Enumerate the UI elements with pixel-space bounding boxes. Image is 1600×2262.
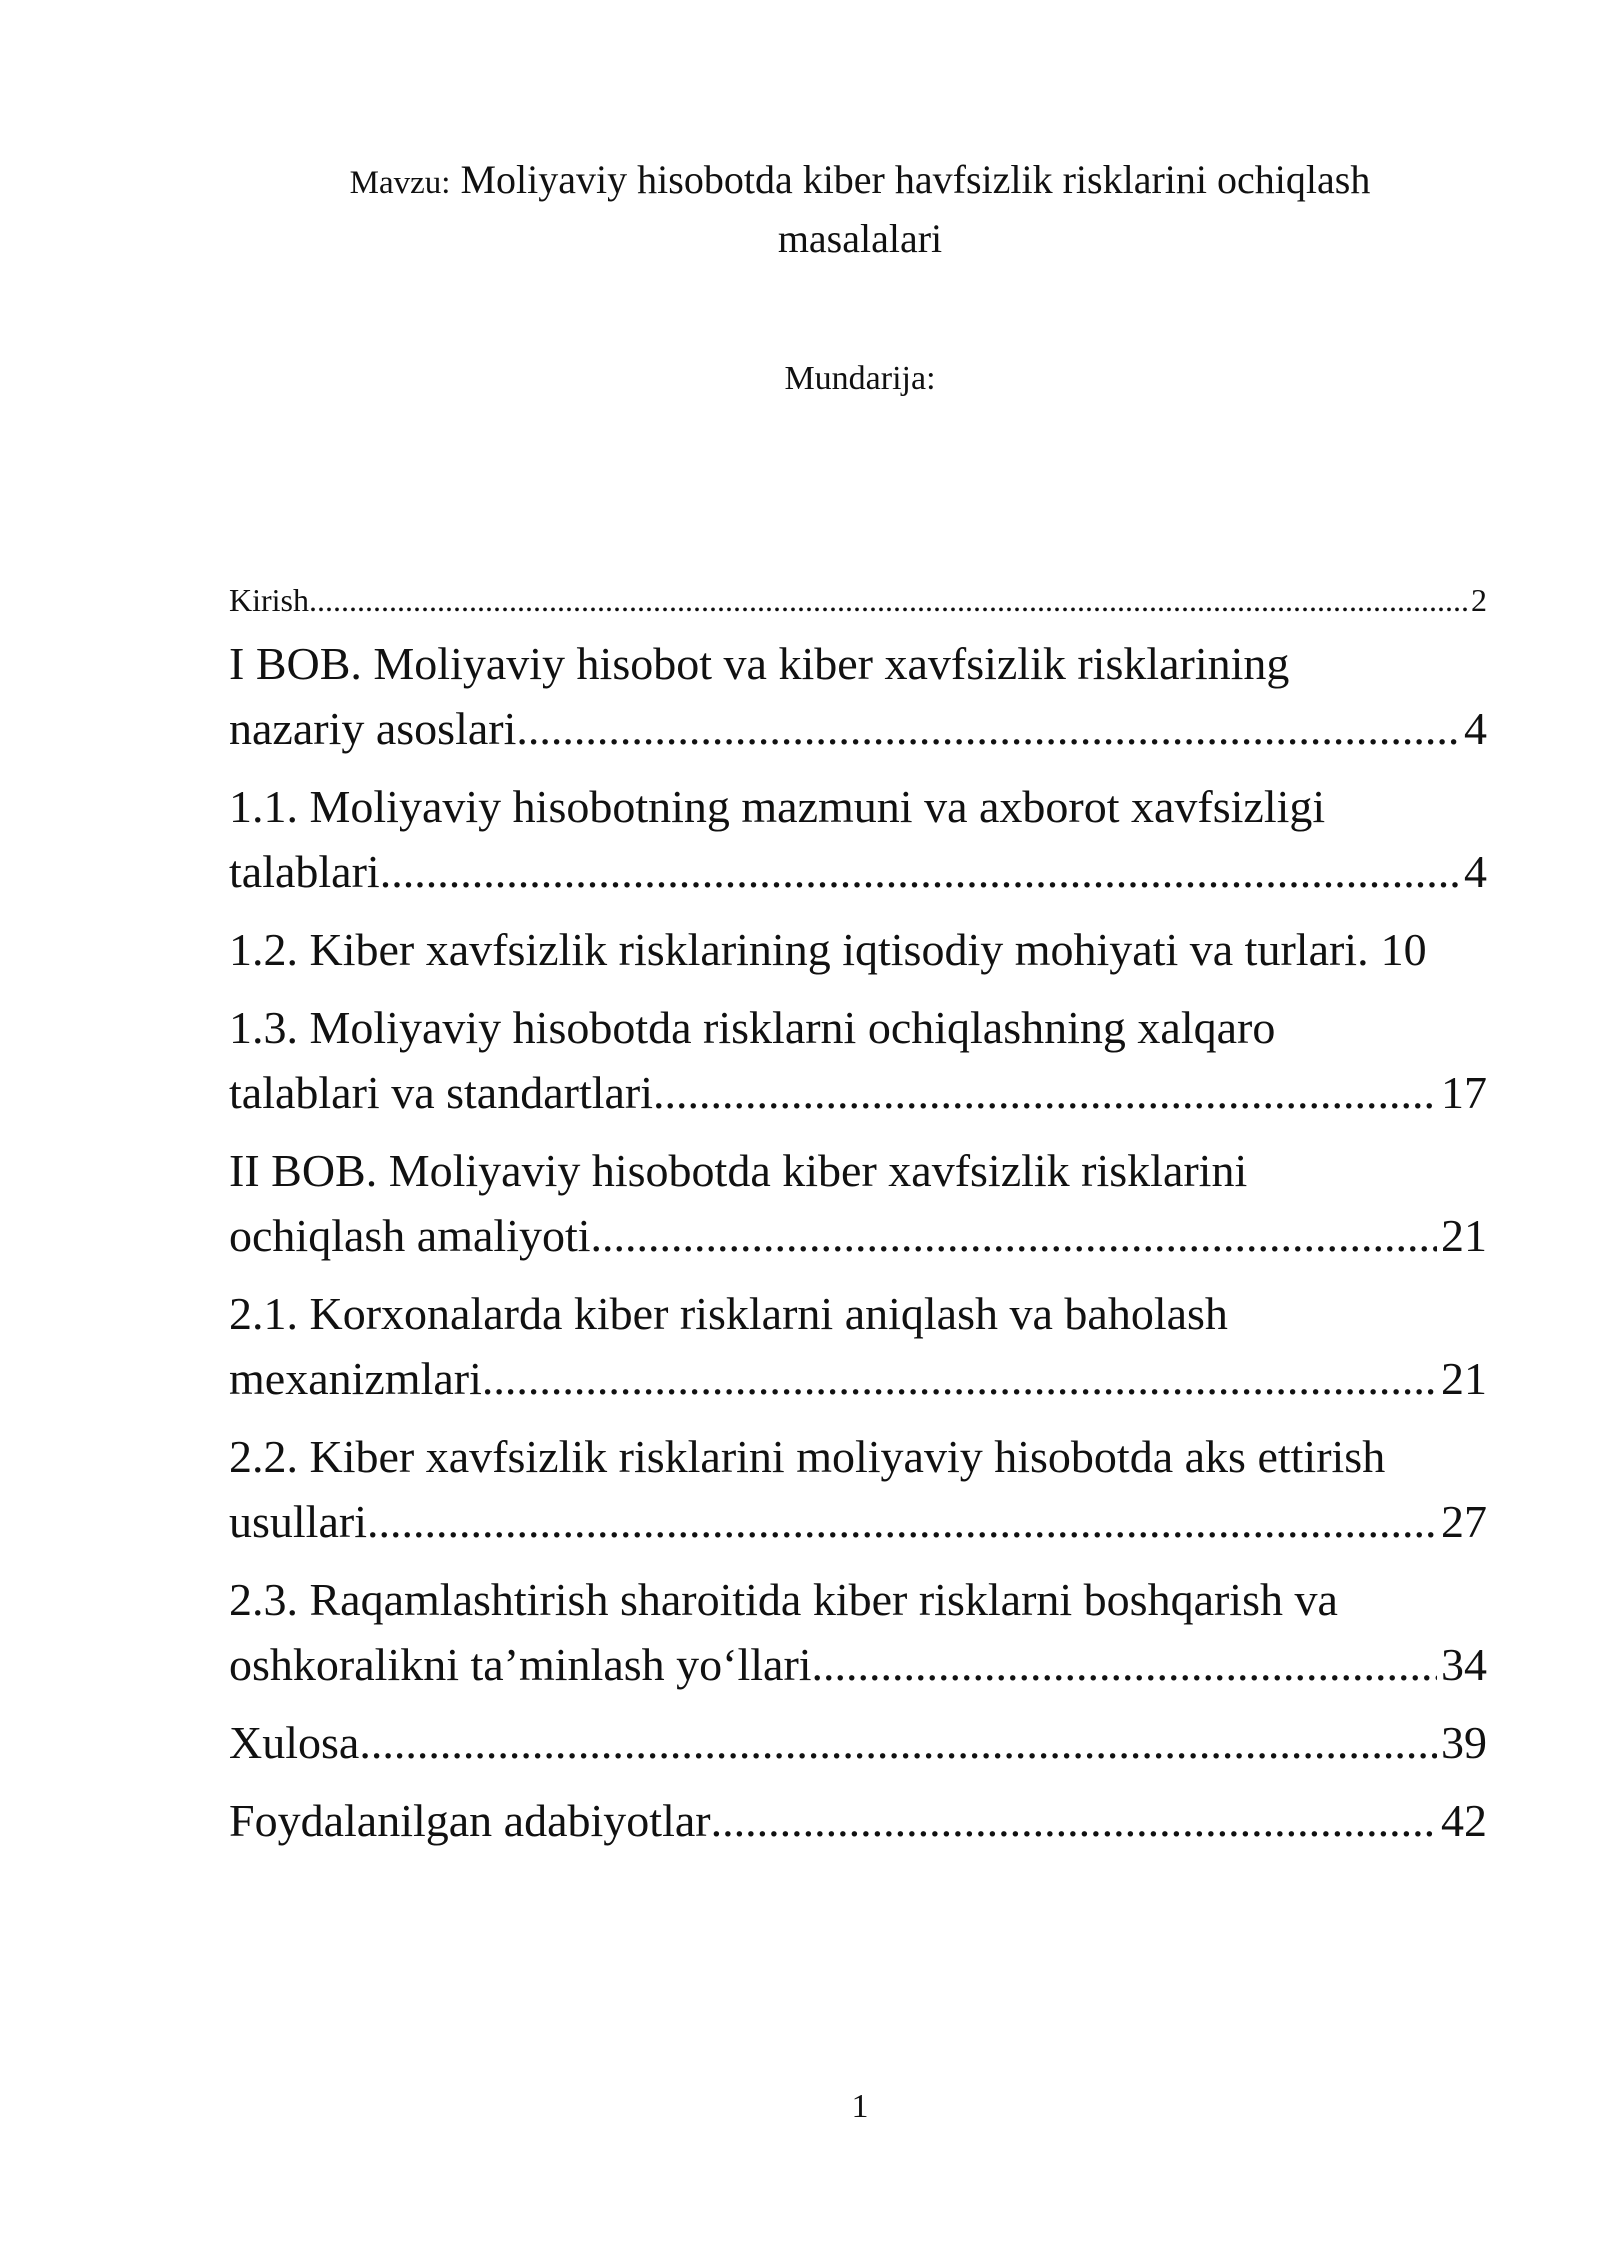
toc-leader-dots [653,1060,1437,1125]
toc-page-number: 39 [1441,1717,1487,1768]
toc-page-number: 42 [1441,1795,1487,1846]
toc-leader-dots [367,1489,1437,1554]
toc-page-number: 27 [1441,1496,1487,1547]
toc-leader-dots [812,1632,1437,1697]
toc-page-number: 21 [1441,1210,1487,1261]
toc-page-number: 4 [1464,703,1487,754]
toc-entry-text-line-1: 2.1. Korxonalarda kiber risklarni aniqlash va baholash [229,1288,1228,1339]
toc-leader-dots [482,1346,1437,1411]
toc-entry-1-1[interactable] [229,774,1487,904]
page-number: 1 [851,2088,869,2125]
toc-entry-text-line-1: 2.3. Raqamlashtirish sharoitida kiber risklarni boshqarish va [229,1574,1338,1625]
title-line-1: Moliyaviy hisobotda kiber havfsizlik risklarini ochiqlash [460,157,1371,202]
toc-leader-dots [711,1788,1437,1853]
toc-page-number: 34 [1441,1639,1487,1690]
toc-leader-dots [380,839,1460,904]
toc-entry-kirish[interactable] [229,580,1487,620]
toc-entry-text: mexanizmlari [229,1353,482,1404]
toc-page-number: 21 [1441,1353,1487,1404]
toc-leader-dots [359,1710,1437,1775]
toc-page-number: 10 [1380,924,1427,975]
toc-heading: Mundarija: [784,360,936,397]
toc-entry-2-1[interactable] [229,1281,1487,1411]
title-prefix: Mavzu: [349,165,451,201]
toc-entry-text: Kirish [229,582,309,618]
toc-entry-1-2[interactable] [229,917,1487,982]
toc-entry-chapter-1[interactable] [229,631,1487,761]
toc-page-number: 2 [1471,582,1487,618]
toc-entry-chapter-2[interactable] [229,1138,1487,1268]
toc-entry-text-line-1: 2.2. Kiber xavfsizlik risklarini moliyaviy hisobotda aks ettirish [229,1431,1386,1482]
toc-entry-text: nazariy asoslari [229,703,517,754]
toc-entry-text: 1.2. Kiber xavfsizlik risklarining iqtisodiy mohiyati va turlari. [229,924,1369,975]
toc-entry-text: talablari va standartlari [229,1067,654,1118]
toc-entry-text: talablari [229,846,380,897]
toc-leader-dots [591,1203,1437,1268]
toc-entry-1-3[interactable] [229,995,1487,1125]
document-title [250,152,1470,267]
toc-leader-dots [516,696,1460,761]
toc-entry-text: usullari [229,1496,367,1547]
toc-entry-adabiyotlar[interactable] [229,1788,1487,1853]
toc-entry-text: ochiqlash amaliyoti [229,1210,591,1261]
toc-entry-text: Foydalanilgan adabiyotlar [229,1795,711,1846]
title-line-2: masalalari [777,216,943,261]
toc-entry-2-2[interactable] [229,1424,1487,1554]
toc-entry-text-line-1: 1.1. Moliyaviy hisobotning mazmuni va axborot xavfsizligi [229,781,1326,832]
toc-page-number: 17 [1441,1067,1487,1118]
toc-entry-text-line-1: 1.3. Moliyaviy hisobotda risklarni ochiqlashning xalqaro [229,1002,1276,1053]
toc-entry-2-3[interactable] [229,1567,1487,1697]
toc-entry-xulosa[interactable] [229,1710,1487,1775]
table-of-contents [229,580,1487,1866]
toc-entry-text-line-1: I BOB. Moliyaviy hisobot va kiber xavfsizlik risklarining [229,638,1290,689]
toc-entry-text: Xulosa [229,1717,360,1768]
toc-entry-text: oshkoralikni ta’minlash yo‘llari [229,1639,812,1690]
toc-page-number: 4 [1464,846,1487,897]
toc-leader-dots [309,580,1467,620]
toc-entry-text-line-1: II BOB. Moliyaviy hisobotda kiber xavfsizlik risklarini [229,1145,1248,1196]
